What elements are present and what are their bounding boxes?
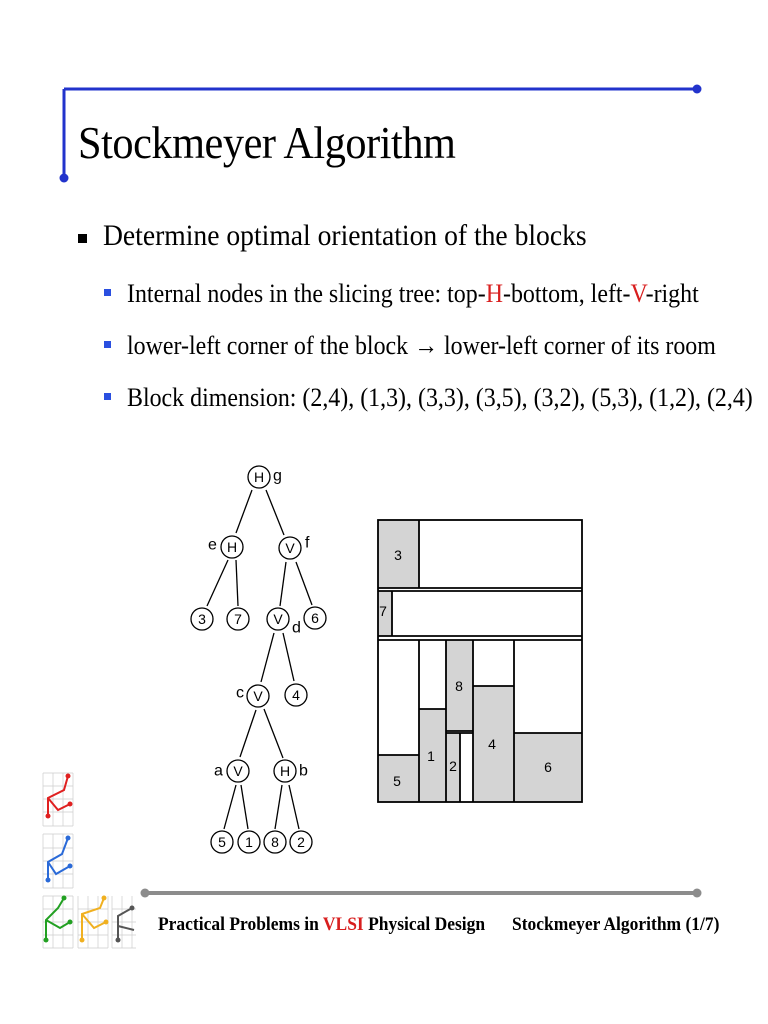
block-8-label: 8 xyxy=(455,678,463,694)
svg-text:V: V xyxy=(273,611,283,627)
logo-routes xyxy=(46,776,134,940)
block-3-label: 3 xyxy=(394,547,402,563)
label-g: g xyxy=(273,467,282,485)
routing-logo-icon xyxy=(40,768,140,954)
block-2-label: 2 xyxy=(449,758,457,774)
sub-bullet-text: Block dimension: (2,4), (1,3), (3,3), (3,5), (3,2), (5,3), (1,2), (2,4) xyxy=(127,383,753,412)
label-f: f xyxy=(305,534,310,552)
svg-text:7: 7 xyxy=(234,611,242,627)
label-c: c xyxy=(236,684,244,702)
svg-text:8: 8 xyxy=(271,834,279,850)
slide-title: Stockmeyer Algorithm xyxy=(78,117,456,168)
label-b: b xyxy=(299,762,308,780)
label-d: d xyxy=(292,619,301,637)
svg-text:6: 6 xyxy=(311,610,319,626)
label-a: a xyxy=(214,762,223,780)
svg-text:V: V xyxy=(233,763,243,779)
svg-text:H: H xyxy=(279,763,291,779)
block-5-label: 5 xyxy=(393,773,401,789)
svg-text:V: V xyxy=(285,540,295,556)
main-bullet-text: Determine optimal orientation of the blocks xyxy=(103,219,587,252)
block-1-label: 1 xyxy=(427,748,435,764)
svg-text:3: 3 xyxy=(198,611,206,627)
footer-course-title: Practical Problems in VLSI Physical Design xyxy=(158,914,486,935)
footer-slide-number: Stockmeyer Algorithm (1/7) xyxy=(512,914,720,935)
svg-text:1: 1 xyxy=(245,834,253,850)
svg-text:4: 4 xyxy=(292,687,300,703)
svg-text:V: V xyxy=(253,688,263,704)
label-e: e xyxy=(208,536,217,554)
block-4-label: 4 xyxy=(488,736,496,752)
svg-text:2: 2 xyxy=(297,834,305,850)
sub-bullet-text: lower-left corner of the block → lower-left corner of its room xyxy=(127,331,716,360)
block-6-label: 6 xyxy=(544,759,552,775)
block-7-label: 7 xyxy=(379,603,387,619)
svg-text:H: H xyxy=(226,539,238,555)
sub-bullet-text: Internal nodes in the slicing tree: top-H-bottom, left-V-right xyxy=(127,279,699,308)
svg-text:H: H xyxy=(253,469,265,485)
svg-text:5: 5 xyxy=(218,834,226,850)
